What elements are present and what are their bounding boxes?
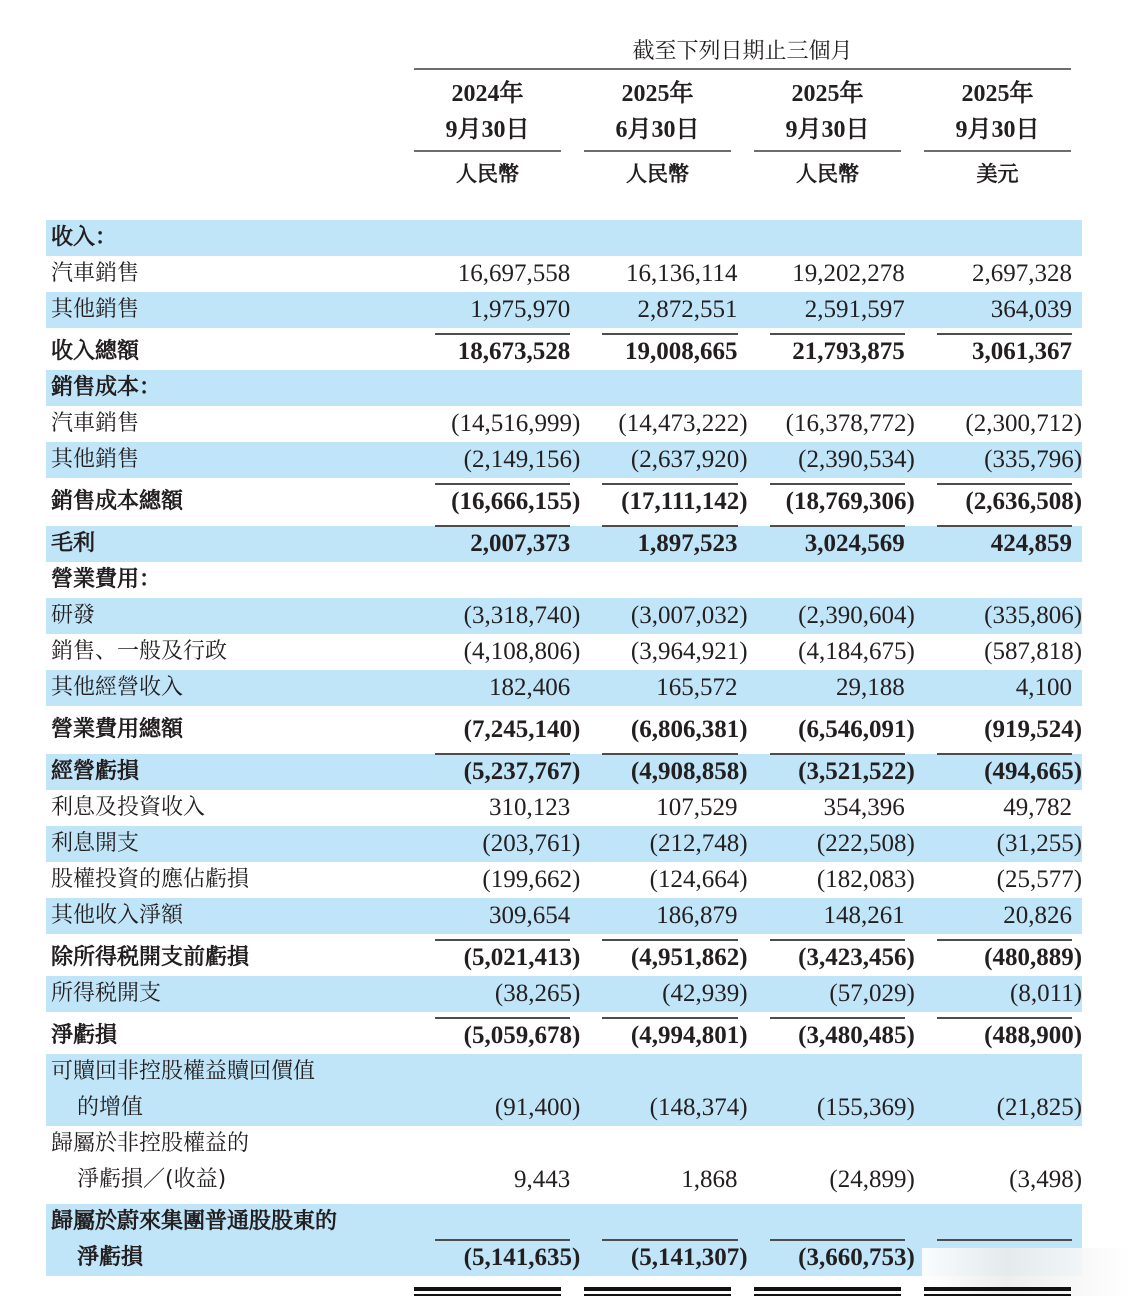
value-cell: [915, 634, 1082, 670]
value-text: 2,697,328: [972, 260, 1073, 287]
value-cell: [580, 712, 747, 748]
value-text: 165,572: [656, 674, 738, 701]
row-label: [46, 790, 413, 826]
value-text: (5,059,678): [463, 1022, 581, 1049]
value-text: (14,516,999): [451, 410, 581, 437]
value-cell: [915, 256, 1082, 292]
value-cell: [580, 526, 747, 562]
row-label-text: 其他經營收入: [51, 675, 184, 700]
value-cell: [748, 334, 915, 370]
value-text: (42,939): [662, 980, 748, 1007]
value-cell: [915, 220, 1082, 256]
table-row: [46, 256, 1082, 292]
row-label-text: 利息開支: [51, 831, 140, 856]
value-cell: [915, 1090, 1082, 1126]
column-year: 2024年: [451, 81, 524, 107]
value-cell: [413, 898, 580, 934]
value-text: (31,255): [996, 830, 1083, 857]
column-date: 9月30日: [785, 117, 870, 143]
value-cell: [748, 598, 915, 634]
table-row: [46, 334, 1082, 370]
value-cell: [915, 862, 1082, 898]
value-cell: [413, 940, 580, 976]
value-text: 19,202,278: [792, 260, 905, 287]
value-cell: [915, 898, 1082, 934]
value-cell: [580, 976, 747, 1012]
value-cell: [413, 484, 580, 520]
value-cell: [580, 940, 747, 976]
table-row: [46, 370, 1082, 406]
value-cell: [413, 712, 580, 748]
row-label-text: 收入總額: [51, 339, 140, 364]
value-text: (335,796): [984, 446, 1083, 473]
value-text: 424,859: [990, 530, 1073, 557]
value-cell: [748, 1018, 915, 1054]
row-label: [46, 940, 413, 976]
value-text: (91,400): [494, 1094, 581, 1121]
row-label: [46, 220, 413, 256]
value-text: (2,637,920): [630, 446, 748, 473]
value-cell: [413, 406, 580, 442]
row-label: [46, 562, 413, 598]
value-text: 2,591,597: [804, 296, 905, 323]
value-text: (5,141,635): [463, 1244, 581, 1271]
table-row: [46, 1054, 1082, 1126]
value-text: 354,396: [823, 794, 905, 821]
row-label-continuation: 淨虧損／(收益): [77, 1167, 227, 1192]
column-header-2: [584, 76, 731, 196]
value-text: (2,390,534): [798, 446, 915, 473]
row-label-text: 所得税開支: [51, 981, 162, 1006]
value-cell: [413, 442, 580, 478]
value-cell: [748, 256, 915, 292]
value-text: (4,184,675): [798, 638, 915, 665]
value-cell: [748, 562, 915, 598]
value-text: 3,024,569: [804, 530, 905, 557]
value-text: 9,443: [514, 1166, 571, 1193]
row-label-text: 可贖回非控股權益贖回價值: [51, 1059, 316, 1084]
row-label: [46, 1018, 413, 1054]
double-underline: [754, 1287, 901, 1296]
value-cell: [915, 442, 1082, 478]
value-text: 16,697,558: [457, 260, 571, 287]
table-row: [46, 292, 1082, 328]
value-text: (3,318,740): [463, 602, 581, 629]
value-text: 29,188: [836, 674, 905, 701]
column-year: 2025年: [621, 81, 694, 107]
row-label: [46, 1126, 413, 1198]
value-cell: [413, 220, 580, 256]
value-cell: [413, 1162, 580, 1198]
column-year: 2025年: [791, 81, 864, 107]
value-cell: [580, 562, 747, 598]
value-text: 3,061,367: [972, 338, 1073, 365]
row-label-text: 除所得税開支前虧損: [51, 945, 250, 970]
value-cell: [580, 484, 747, 520]
column-currency: 人民幣: [796, 162, 859, 186]
row-label-text: 淨虧損: [51, 1023, 118, 1048]
value-text: 2,007,373: [470, 530, 571, 557]
value-text: (21,825): [996, 1094, 1083, 1121]
value-cell: [748, 826, 915, 862]
value-text: (212,748): [649, 830, 748, 857]
row-label-text: 營業費用總額: [51, 717, 184, 742]
value-text: 148,261: [823, 902, 905, 929]
value-cell: [413, 292, 580, 328]
value-text: (2,390,604): [798, 602, 915, 629]
value-cell: [413, 562, 580, 598]
value-cell: [748, 220, 915, 256]
table-row: [46, 598, 1082, 634]
value-cell: [748, 754, 915, 790]
value-cell: [748, 526, 915, 562]
value-text: (182,083): [816, 866, 915, 893]
value-cell: [915, 940, 1082, 976]
value-cell: [413, 976, 580, 1012]
value-text: 310,123: [489, 794, 571, 821]
value-text: (4,951,862): [630, 944, 748, 971]
row-label: [46, 826, 413, 862]
value-cell: [915, 334, 1082, 370]
value-text: (6,806,381): [630, 716, 748, 743]
value-text: 21,793,875: [792, 338, 905, 365]
value-text: (3,498): [1009, 1166, 1083, 1193]
value-text: 2,872,551: [637, 296, 738, 323]
value-cell: [748, 712, 915, 748]
column-header-4: [924, 76, 1071, 196]
column-header-1: [414, 76, 561, 196]
row-label: [46, 526, 413, 562]
value-cell: [413, 334, 580, 370]
row-label: [46, 484, 413, 520]
value-cell: [580, 406, 747, 442]
value-cell: [580, 826, 747, 862]
value-text: (3,964,921): [630, 638, 748, 665]
table-row: [46, 1018, 1082, 1054]
row-label: [46, 1204, 413, 1276]
value-cell: [413, 526, 580, 562]
value-text: (124,664): [649, 866, 748, 893]
value-text: (38,265): [494, 980, 581, 1007]
value-cell: [413, 370, 580, 406]
value-text: (6,546,091): [798, 716, 915, 743]
value-cell: [748, 406, 915, 442]
value-cell: [915, 826, 1082, 862]
row-label-continuation: 淨虧損: [77, 1245, 144, 1270]
value-cell: [413, 790, 580, 826]
value-text: 1,868: [681, 1166, 738, 1193]
value-text: 18,673,528: [457, 338, 571, 365]
row-label-text: 其他銷售: [51, 297, 140, 322]
value-text: 4,100: [1015, 674, 1073, 701]
row-label: [46, 406, 413, 442]
value-text: (24,899): [829, 1166, 915, 1193]
value-cell: [748, 790, 915, 826]
row-label: [46, 370, 413, 406]
row-label: [46, 754, 413, 790]
value-text: (4,908,858): [630, 758, 748, 785]
value-cell: [915, 526, 1082, 562]
value-cell: [580, 1240, 747, 1276]
value-cell: [748, 484, 915, 520]
value-text: (16,666,155): [451, 488, 581, 515]
table-row: [46, 1126, 1082, 1198]
table-row: [46, 712, 1082, 748]
value-cell: [413, 256, 580, 292]
column-date: 9月30日: [445, 117, 530, 143]
value-cell: [748, 370, 915, 406]
table-row: [46, 790, 1082, 826]
value-text: (587,818): [984, 638, 1083, 665]
value-text: 186,879: [656, 902, 738, 929]
double-underline: [584, 1287, 731, 1296]
value-text: (3,007,032): [630, 602, 748, 629]
row-label: [46, 1054, 413, 1126]
table-row: [46, 220, 1082, 256]
table-row: [46, 940, 1082, 976]
value-cell: [915, 670, 1082, 706]
value-text: 20,826: [1003, 902, 1073, 929]
value-text: (488,900): [984, 1022, 1083, 1049]
value-text: (5,141,307): [630, 1244, 748, 1271]
row-label-text: 銷售、一般及行政: [51, 639, 228, 664]
value-text: (919,524): [984, 716, 1083, 743]
column-year: 2025年: [961, 81, 1034, 107]
row-label: [46, 292, 413, 328]
value-text: (4,994,801): [630, 1022, 748, 1049]
row-label-text: 其他銷售: [51, 447, 140, 472]
table-row: [46, 526, 1082, 562]
value-text: (57,029): [829, 980, 915, 1007]
value-cell: [413, 826, 580, 862]
value-cell: [915, 1162, 1082, 1198]
table-row: [46, 976, 1082, 1012]
row-label-text: 銷售成本：: [51, 375, 162, 400]
row-label-text: 銷售成本總額: [51, 489, 184, 514]
value-text: (2,636,508): [965, 488, 1083, 515]
table-row: [46, 898, 1082, 934]
value-text: 364,039: [990, 296, 1073, 323]
value-text: (199,662): [482, 866, 581, 893]
row-label: [46, 598, 413, 634]
value-text: (25,577): [996, 866, 1083, 893]
row-label-continuation: 的增值: [77, 1095, 144, 1120]
row-label: [46, 634, 413, 670]
value-cell: [748, 670, 915, 706]
value-text: (2,300,712): [965, 410, 1083, 437]
value-cell: [413, 1090, 580, 1126]
value-cell: [413, 598, 580, 634]
table-row: [46, 826, 1082, 862]
value-text: (17,111,142): [621, 488, 748, 515]
row-label-text: 利息及投資收入: [51, 795, 206, 820]
value-text: (18,769,306): [785, 488, 915, 515]
value-cell: [580, 754, 747, 790]
value-text: (5,237,767): [463, 758, 581, 785]
row-label: [46, 712, 413, 748]
value-cell: [580, 370, 747, 406]
value-cell: [580, 898, 747, 934]
row-label-text: 營業費用：: [51, 567, 162, 592]
column-header-3: [754, 76, 901, 196]
value-text: (155,369): [816, 1094, 915, 1121]
value-text: 1,975,970: [470, 296, 571, 323]
value-cell: [915, 598, 1082, 634]
table-row: [46, 634, 1082, 670]
table-row: [46, 862, 1082, 898]
value-cell: [580, 790, 747, 826]
row-label-text: 毛利: [51, 531, 96, 556]
row-label-text: 歸屬於非控股權益的: [51, 1131, 250, 1156]
value-cell: [413, 1018, 580, 1054]
value-text: (148,374): [649, 1094, 748, 1121]
value-cell: [580, 334, 747, 370]
value-text: 107,529: [656, 794, 738, 821]
value-text: (7,245,140): [463, 716, 581, 743]
row-label-text: 歸屬於蔚來集團普通股股東的: [51, 1209, 338, 1234]
value-cell: [580, 256, 747, 292]
value-cell: [748, 442, 915, 478]
column-currency: 人民幣: [456, 162, 519, 186]
value-cell: [580, 634, 747, 670]
income-statement-table: [46, 220, 1082, 1276]
value-cell: [748, 940, 915, 976]
value-cell: [413, 862, 580, 898]
value-cell: [915, 484, 1082, 520]
value-cell: [915, 754, 1082, 790]
row-label-text: 其他收入淨額: [51, 903, 184, 928]
value-text: 16,136,114: [625, 260, 738, 287]
value-cell: [748, 1162, 915, 1198]
row-label: [46, 334, 413, 370]
value-cell: [748, 1240, 915, 1276]
value-text: (5,021,413): [463, 944, 581, 971]
table-row: [46, 442, 1082, 478]
value-cell: [748, 862, 915, 898]
row-label-text: 汽車銷售: [51, 261, 140, 286]
value-cell: [748, 898, 915, 934]
value-text: (222,508): [816, 830, 915, 857]
value-text: (494,665): [984, 758, 1083, 785]
row-label: [46, 256, 413, 292]
value-cell: [580, 1090, 747, 1126]
value-cell: [580, 670, 747, 706]
value-text: (335,806): [984, 602, 1083, 629]
value-cell: [580, 220, 747, 256]
value-text: 182,406: [489, 674, 571, 701]
row-label: [46, 670, 413, 706]
period-title: 截至下列日期止三個月: [632, 39, 853, 64]
value-cell: [580, 862, 747, 898]
table-row: [46, 484, 1082, 520]
column-currency: 美元: [976, 162, 1019, 186]
value-cell: [915, 562, 1082, 598]
value-text: (3,423,456): [798, 944, 915, 971]
period-title-rule: [414, 68, 1071, 70]
value-cell: [915, 370, 1082, 406]
value-text: (203,761): [482, 830, 581, 857]
table-row: [46, 754, 1082, 790]
value-cell: [915, 790, 1082, 826]
value-cell: [580, 442, 747, 478]
value-cell: [580, 1018, 747, 1054]
value-cell: [580, 1162, 747, 1198]
row-label-text: 經營虧損: [51, 759, 140, 784]
table-row: [46, 406, 1082, 442]
column-date: 9月30日: [955, 117, 1040, 143]
value-cell: [748, 1090, 915, 1126]
value-cell: [915, 976, 1082, 1012]
value-cell: [748, 292, 915, 328]
value-cell: [748, 634, 915, 670]
row-label: [46, 976, 413, 1012]
value-cell: [915, 292, 1082, 328]
value-cell: [413, 754, 580, 790]
value-text: (480,889): [984, 944, 1083, 971]
column-currency: 人民幣: [626, 162, 689, 186]
row-label-text: 股權投資的應佔虧損: [51, 867, 250, 892]
value-text: 1,897,523: [637, 530, 738, 557]
value-cell: [413, 670, 580, 706]
value-text: 49,782: [1003, 794, 1073, 821]
value-cell: [413, 634, 580, 670]
value-text: (3,521,522): [798, 758, 915, 785]
value-text: (8,011): [1010, 980, 1083, 1007]
value-cell: [915, 406, 1082, 442]
row-label: [46, 898, 413, 934]
value-cell: [915, 1018, 1082, 1054]
value-text: (16,378,772): [785, 410, 915, 437]
value-text: (14,473,222): [618, 410, 748, 437]
table-row: [46, 562, 1082, 598]
row-label: [46, 442, 413, 478]
value-cell: [580, 598, 747, 634]
row-label-text: 汽車銷售: [51, 411, 140, 436]
value-text: (3,480,485): [798, 1022, 915, 1049]
table-row: [46, 670, 1082, 706]
value-cell: [413, 1240, 580, 1276]
value-text: (2,149,156): [463, 446, 581, 473]
value-text: (3,660,753): [798, 1244, 915, 1271]
row-label: [46, 862, 413, 898]
value-cell: [748, 976, 915, 1012]
value-cell: [915, 712, 1082, 748]
value-text: 19,008,665: [625, 338, 738, 365]
row-label-text: 收入：: [51, 225, 118, 250]
value-text: 309,654: [489, 902, 571, 929]
value-cell: [580, 292, 747, 328]
double-underline: [414, 1287, 561, 1296]
value-text: (4,108,806): [463, 638, 581, 665]
column-date: 6月30日: [615, 117, 700, 143]
row-label-text: 研發: [51, 603, 96, 628]
double-underline: [924, 1287, 1071, 1296]
